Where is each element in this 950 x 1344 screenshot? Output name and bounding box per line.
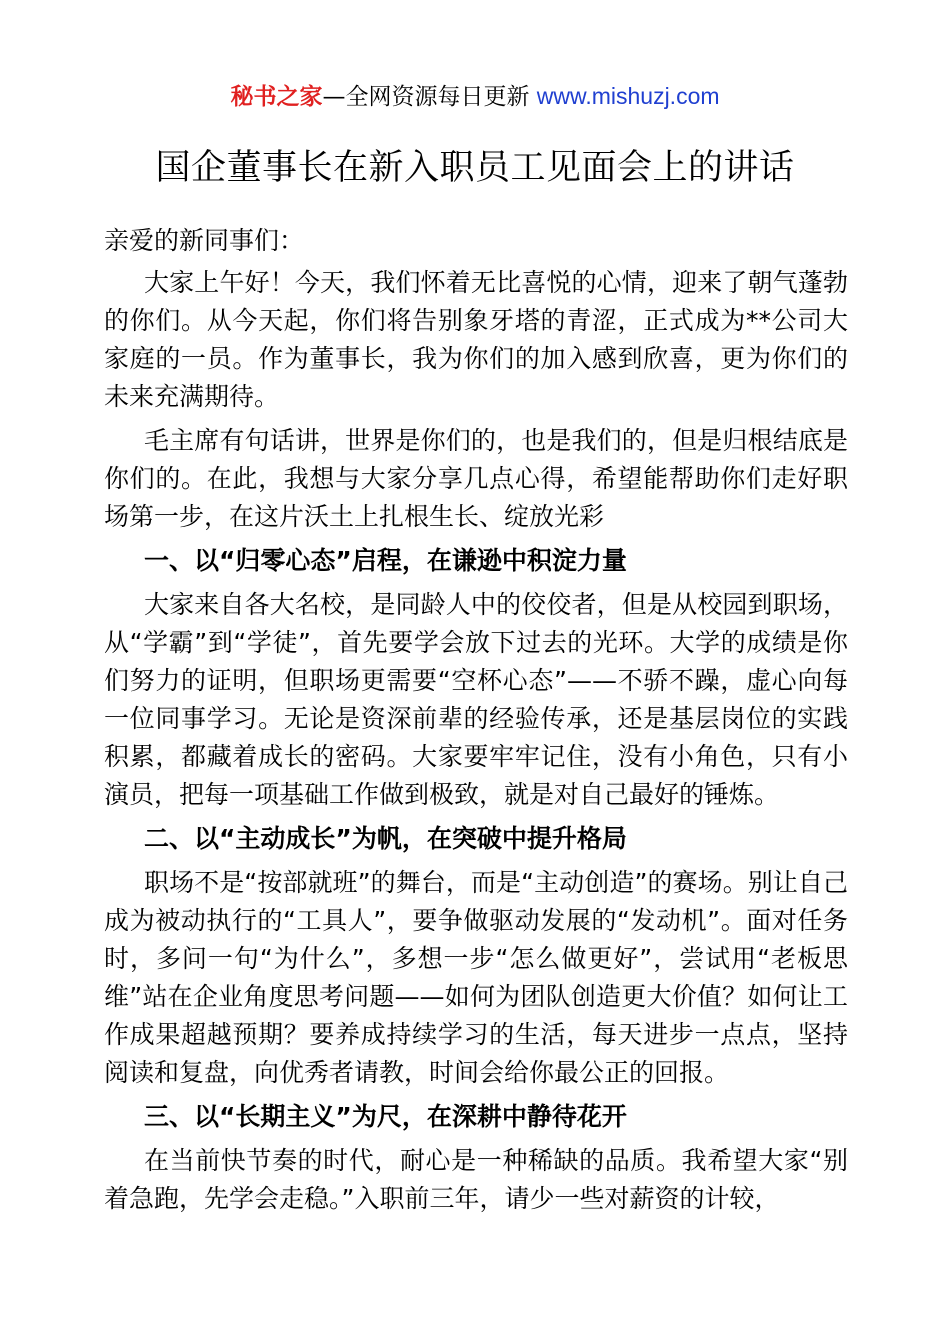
section-heading: 三、以“长期主义”为尺，在深耕中静待花开	[144, 1102, 627, 1131]
section-paragraph: 职场不是“按部就班”的舞台，而是“主动创造”的赛场。别让自己成为被动执行的“工具人”，要争做驱动发展的“发动机”。面对任务时，多问一句“为什么”，多想一步“怎么做更好”，尝试用“老板思维”站在企业角度思考问题——如何为团队创造更大价值？如何让工作成果超越预期？要养成持续学习的生活，每天进步一点点，坚持阅读和复盘，向优秀者请教，时间会给你最公正的回报。	[104, 868, 848, 1087]
document-title: 国企董事长在新入职员工见面会上的讲话	[155, 148, 795, 188]
section-heading: 一、以“归零心态”启程，在谦逊中积淀力量	[144, 546, 627, 575]
document-body	[104, 222, 848, 1224]
site-header	[0, 80, 950, 113]
salutation: 亲爱的新同事们：	[104, 226, 305, 255]
header-tagline: —全网资源每日更新	[322, 84, 530, 110]
section-heading: 二、以“主动成长”为帆，在突破中提升格局	[144, 824, 627, 853]
intro-paragraph: 毛主席有句话讲，世界是你们的，也是我们的，但是归根结底是你们的。在此，我想与大家分享几点心得，希望能帮助你们走好职场第一步，在这片沃土上扎根生长、绽放光彩	[104, 426, 848, 531]
section-paragraph: 大家来自各大名校，是同龄人中的佼佼者，但是从校园到职场，从“学霸”到“学徒”，首先要学会放下过去的光环。大学的成绩是你们努力的证明，但职场更需要“空杯心态”——不骄不躁，虚心向每一位同事学习。无论是资深前辈的经验传承，还是基层岗位的实践积累，都藏着成长的密码。大家要牢牢记住，没有小角色，只有小演员，把每一项基础工作做到极致，就是对自己最好的锤炼。	[104, 590, 848, 809]
section-paragraph: 在当前快节奏的时代，耐心是一种稀缺的品质。我希望大家“别着急跑，先学会走稳。”入职前三年，请少一些对薪资的计较，	[104, 1146, 848, 1213]
brand-name: 秘书之家	[230, 84, 323, 110]
site-url-link[interactable]: www.mishuzj.com	[536, 83, 720, 109]
intro-paragraph: 大家上午好！今天，我们怀着无比喜悦的心情，迎来了朝气蓬勃的你们。从今天起，你们将告别象牙塔的青涩，正式成为**公司大家庭的一员。作为董事长，我为你们的加入感到欣喜，更为你们的未来充满期待。	[104, 268, 848, 411]
